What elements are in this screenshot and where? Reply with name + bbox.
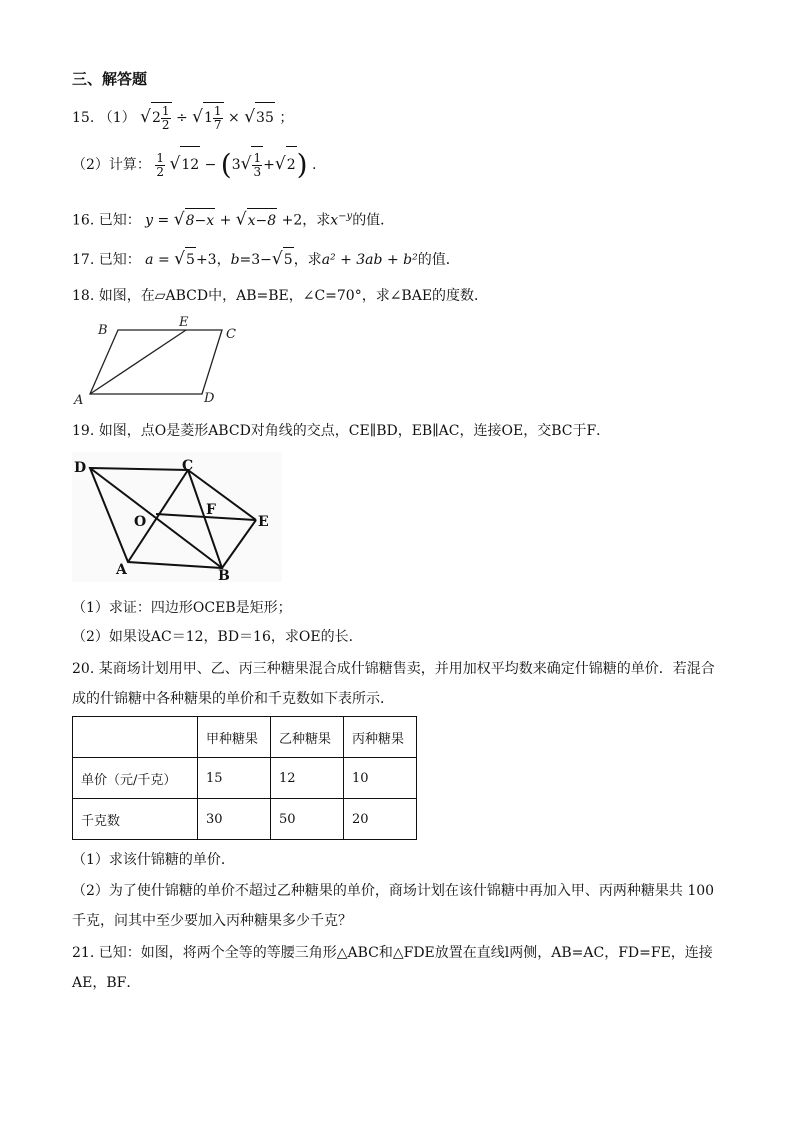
label-c: C [182,458,194,474]
question-number: 15. [72,110,95,126]
sqrt-symbol: √ [192,107,203,127]
table-cell: 50 [271,799,344,840]
radicand: 1 $\frac{1}{7}$ [203,103,222,132]
section-title: 三、解答题 [72,70,148,88]
label-b: B [218,568,230,582]
paren-right: ) [296,148,308,181]
label-c: C [226,327,236,342]
sqrt-symbol: √ [240,154,252,174]
sqrt-symbol: √ [173,209,185,230]
question-19-part-1: （1）求证：四边形OCEB是矩形； [72,600,292,616]
label-d: D [204,391,215,406]
table-cell: 30 [198,799,271,840]
part-label: （1） [98,110,136,126]
table-cell: 20 [344,799,417,840]
table-header-cell: 乙种糖果 [271,717,344,758]
sqrt-symbol: √ [274,154,286,174]
sqrt-symbol: √ [169,154,181,174]
radicand: 2 $\frac{1}{2}$ [151,103,170,132]
label-a: A [116,562,127,578]
sqrt-symbol: √ [235,209,247,230]
question-15-part-2: （2）计算： $\frac{1}{2}$ √12 − (3√ $\frac{1}{3}$ +√2) . [72,148,317,181]
question-16: 16. 已知： y = √8−x + √x−8 +2，求$x^{-y}$的值． [72,205,394,233]
figure-rhombus [72,452,282,582]
table-row [73,799,417,840]
parallelogram-abcd [90,330,222,394]
paren-left: ( [220,148,232,181]
table-cell: 15 [198,758,271,799]
question-20-line-2: 成的什锦糖中各种糖果的单价和千克数如下表所示． [72,691,394,707]
question-15-part-1: 15. （1） √2 $\frac{1}{2}$ ÷ √1 $\frac{1}{7}$ × √35 ； [72,103,294,132]
question-20-line-1: 20. 某商场计划用甲、乙、丙三种糖果混合成什锦糖售卖，并用加权平均数来确定什锦糖的单价．若混合 [72,661,715,677]
label-a: A [74,393,84,408]
table-header-row [73,717,417,758]
question-21-line-2: AE，BF． [72,975,141,991]
table-header-cell [73,717,198,758]
label-e: E [179,315,189,330]
figure-parallelogram [72,312,252,408]
question-19: 19. 如图，点O是菱形ABCD对角线的交点，CE∥BD，EB∥AC，连接OE，交BC于F． [72,423,611,439]
label-e: E [258,514,269,530]
question-18: 18. 如图，在▱ABCD中，AB=BE，∠C=70°，求∠BAE的度数． [72,288,489,304]
label-b: B [98,323,108,338]
question-20-part-2-line-2: 千克，问其中至少要加入丙种糖果多少千克？ [72,913,352,929]
question-20-part-2-line-1: （2）为了使什锦糖的单价不超过乙种糖果的单价，商场计划在该什锦糖中再加入甲、丙两种糖果共 100 [72,883,715,899]
question-21-line-1: 21. 已知：如图，将两个全等的等腰三角形△ABC和△FDE放置在直线l两侧，AB=AC，FD=FE，连接 [72,945,713,961]
table-cell: 10 [344,758,417,799]
table-row [73,758,417,799]
sqrt-symbol: √ [271,249,283,269]
label-f: F [206,502,216,518]
label-o: O [134,514,147,530]
sqrt-symbol: √ [174,249,186,269]
table-cell: 单价（元/千克） [73,758,198,799]
candy-price-table [72,716,417,840]
question-20-part-1: （1）求该什锦糖的单价． [72,852,235,868]
question-19-part-2: （2）如果设AC＝12，BD＝16，求OE的长． [72,629,363,645]
table-cell: 千克数 [73,799,198,840]
label-d: D [74,460,87,476]
sqrt-symbol: √ [140,107,151,127]
table-header-cell: 甲种糖果 [198,717,271,758]
table-header-cell: 丙种糖果 [344,717,417,758]
sqrt-symbol: √ [244,107,256,127]
table-cell: 12 [271,758,344,799]
question-17: 17. 已知： a = √5+3，b=3−√5，求a² + 3ab + b²的值． [72,247,460,272]
part-label: （2）计算： [72,157,151,173]
